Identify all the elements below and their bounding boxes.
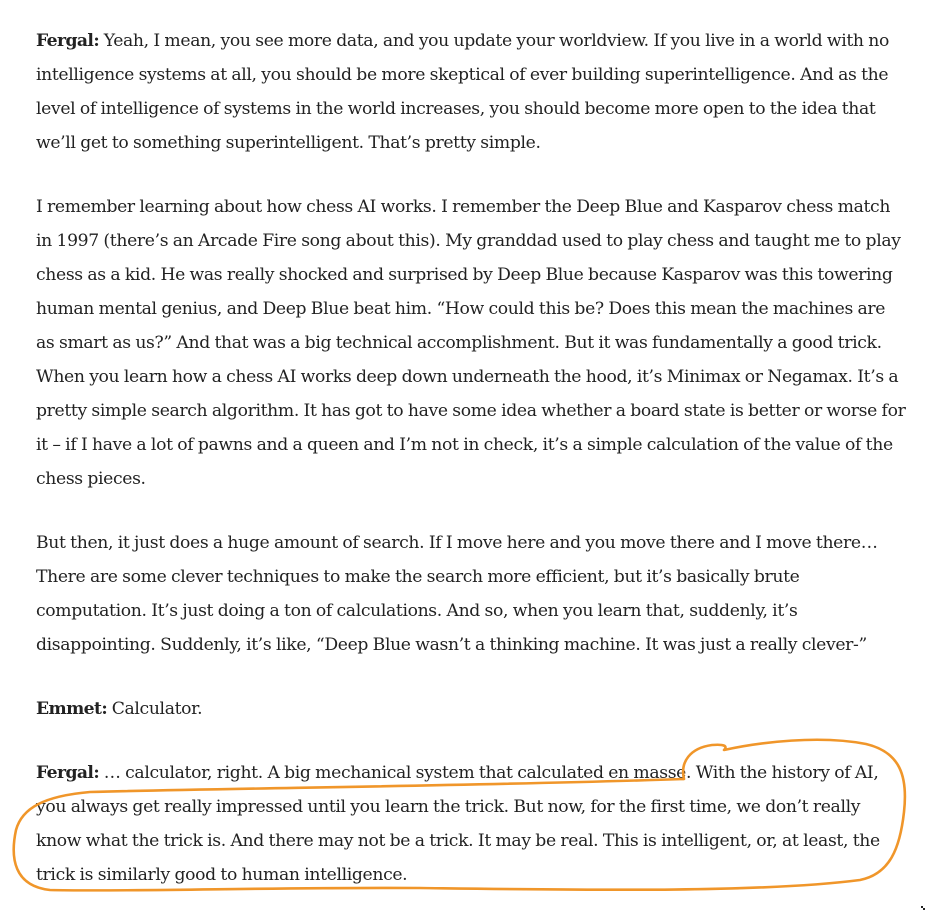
transcript-paragraph-3 — [36, 526, 906, 662]
transcript-paragraph-4 — [36, 692, 906, 726]
paragraph-text: Yeah, I mean, you see more data, and you update your worldview. If you live in a world with no intelligence systems at all, you should be more skeptical of ever building superintelligence. And as the level of intelligence of systems in the world increases, you should become more open to the idea that we’ll get to something superintelligent. That’s pretty simple. — [36, 31, 889, 153]
cursor-icon — [921, 906, 925, 910]
transcript-paragraph-5 — [36, 756, 906, 892]
speaker-name: Fergal: — [36, 763, 100, 783]
speaker-name: Emmet: — [36, 699, 108, 719]
speaker-name: Fergal: — [36, 31, 100, 51]
transcript-article — [36, 24, 906, 922]
paragraph-text: … calculator, right. A big mechanical system that calculated en masse. With the history of AI, you always get really impressed until you learn the trick. But now, for the first time, we don’t really know what the trick is. And there may not be a trick. It may be real. This is intelligent, or, at least, the trick is similarly good to human intelligence. — [36, 763, 880, 885]
paragraph-text: I remember learning about how chess AI works. I remember the Deep Blue and Kasparov chess match in 1997 (there’s an Arcade Fire song about this). My granddad used to play chess and taught me to play chess as a kid. He was really shocked and surprised by Deep Blue because Kasparov was this towering human mental genius, and Deep Blue beat him. “How could this be? Does this mean the machines are as smart as us?” And that was a big technical accomplishment. But it was fundamentally a good trick. When you learn how a chess AI works deep down underneath the hood, it’s Minimax or Negamax. It’s a pretty simple search algorithm. It has got to have some idea whether a board state is better or worse for it – if I have a lot of pawns and a queen and I’m not in check, it’s a simple calculation of the value of the chess pieces. — [36, 197, 906, 489]
paragraph-text: But then, it just does a huge amount of search. If I move here and you move there and I move there… There are some clever techniques to make the search more efficient, but it’s basically brute computation. It’s just doing a ton of calculations. And so, when you learn that, suddenly, it’s disappointing. Suddenly, it’s like, “Deep Blue wasn’t a thinking machine. It was just a really clever-” — [36, 533, 878, 655]
transcript-paragraph-2 — [36, 190, 906, 496]
paragraph-text: Calculator. — [107, 699, 203, 719]
transcript-paragraph-1 — [36, 24, 906, 160]
